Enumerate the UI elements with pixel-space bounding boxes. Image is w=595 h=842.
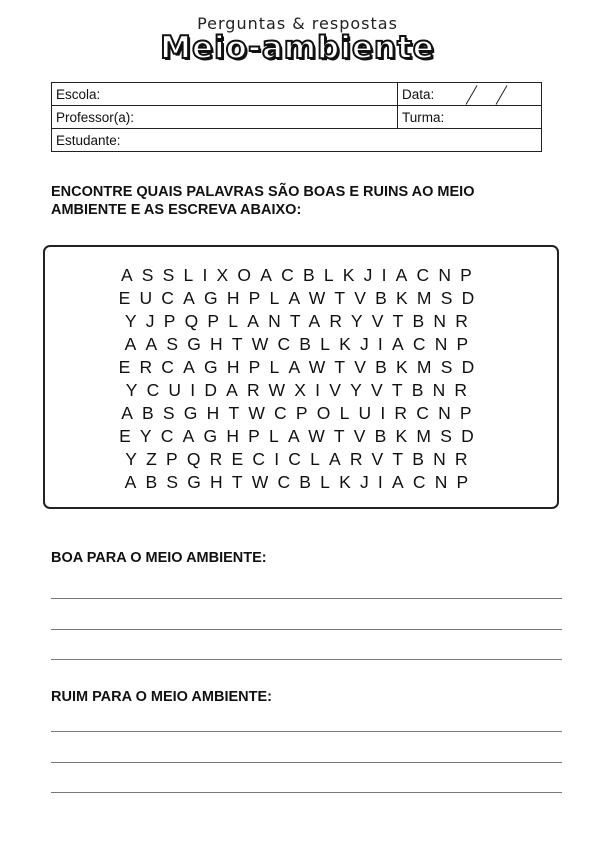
teacher-field[interactable] <box>52 106 398 129</box>
answer-line[interactable] <box>51 792 562 793</box>
grid-row: YCUIDARWXIVYVTBNR <box>125 380 477 400</box>
date-separator <box>466 85 478 105</box>
page-title: Meio-ambiente <box>160 30 435 66</box>
instructions-line: AMBIENTE E AS ESCREVA ABAIXO: <box>51 202 302 218</box>
student-info-table <box>51 82 542 152</box>
page-subtitle: Perguntas & respostas <box>197 14 398 33</box>
date-separator <box>496 85 508 105</box>
grid-row: EYCAGHPLAWTVBKMSD <box>119 426 483 446</box>
teacher-label: Professor(a): <box>56 109 135 125</box>
answer-line[interactable] <box>51 762 562 763</box>
class-label: Turma: <box>402 109 445 125</box>
answer-line[interactable] <box>51 598 562 599</box>
word-search-grid <box>43 245 559 509</box>
grid-row: EUCAGHPLAWTVBKMSD <box>118 288 484 308</box>
student-field[interactable] <box>52 129 542 152</box>
student-label: Estudante: <box>56 132 121 148</box>
class-field[interactable] <box>398 106 542 129</box>
instructions <box>51 183 551 219</box>
good-section-label: BOA PARA O MEIO AMBIENTE: <box>51 550 267 566</box>
grid-row: YJPQPLANTARYVTBNR <box>124 311 478 331</box>
date-label: Data: <box>402 86 435 102</box>
date-field[interactable] <box>398 83 542 106</box>
grid-row: ABSGHTWCPOLUIRCNP <box>121 403 481 423</box>
instructions-line: ENCONTRE QUAIS PALAVRAS SÃO BOAS E RUINS AO MEIO <box>51 184 475 200</box>
school-label: Escola: <box>56 86 101 102</box>
answer-line[interactable] <box>51 659 562 660</box>
bad-section-label: RUIM PARA O MEIO AMBIENTE: <box>51 689 272 705</box>
answer-line[interactable] <box>51 731 562 732</box>
grid-row: YZPQRECICLARVTBNR <box>125 449 477 469</box>
grid-row: ERCAGHPLAWTVBKMSD <box>118 357 484 377</box>
grid-row: AASGHTWCBLKJIACNP <box>124 334 478 354</box>
answer-line[interactable] <box>51 629 562 630</box>
grid-row: ABSGHTWCBLKJIACNP <box>124 472 478 492</box>
school-field[interactable] <box>52 83 398 106</box>
grid-row: ASSLIXOACBLKJIACNP <box>120 265 482 285</box>
